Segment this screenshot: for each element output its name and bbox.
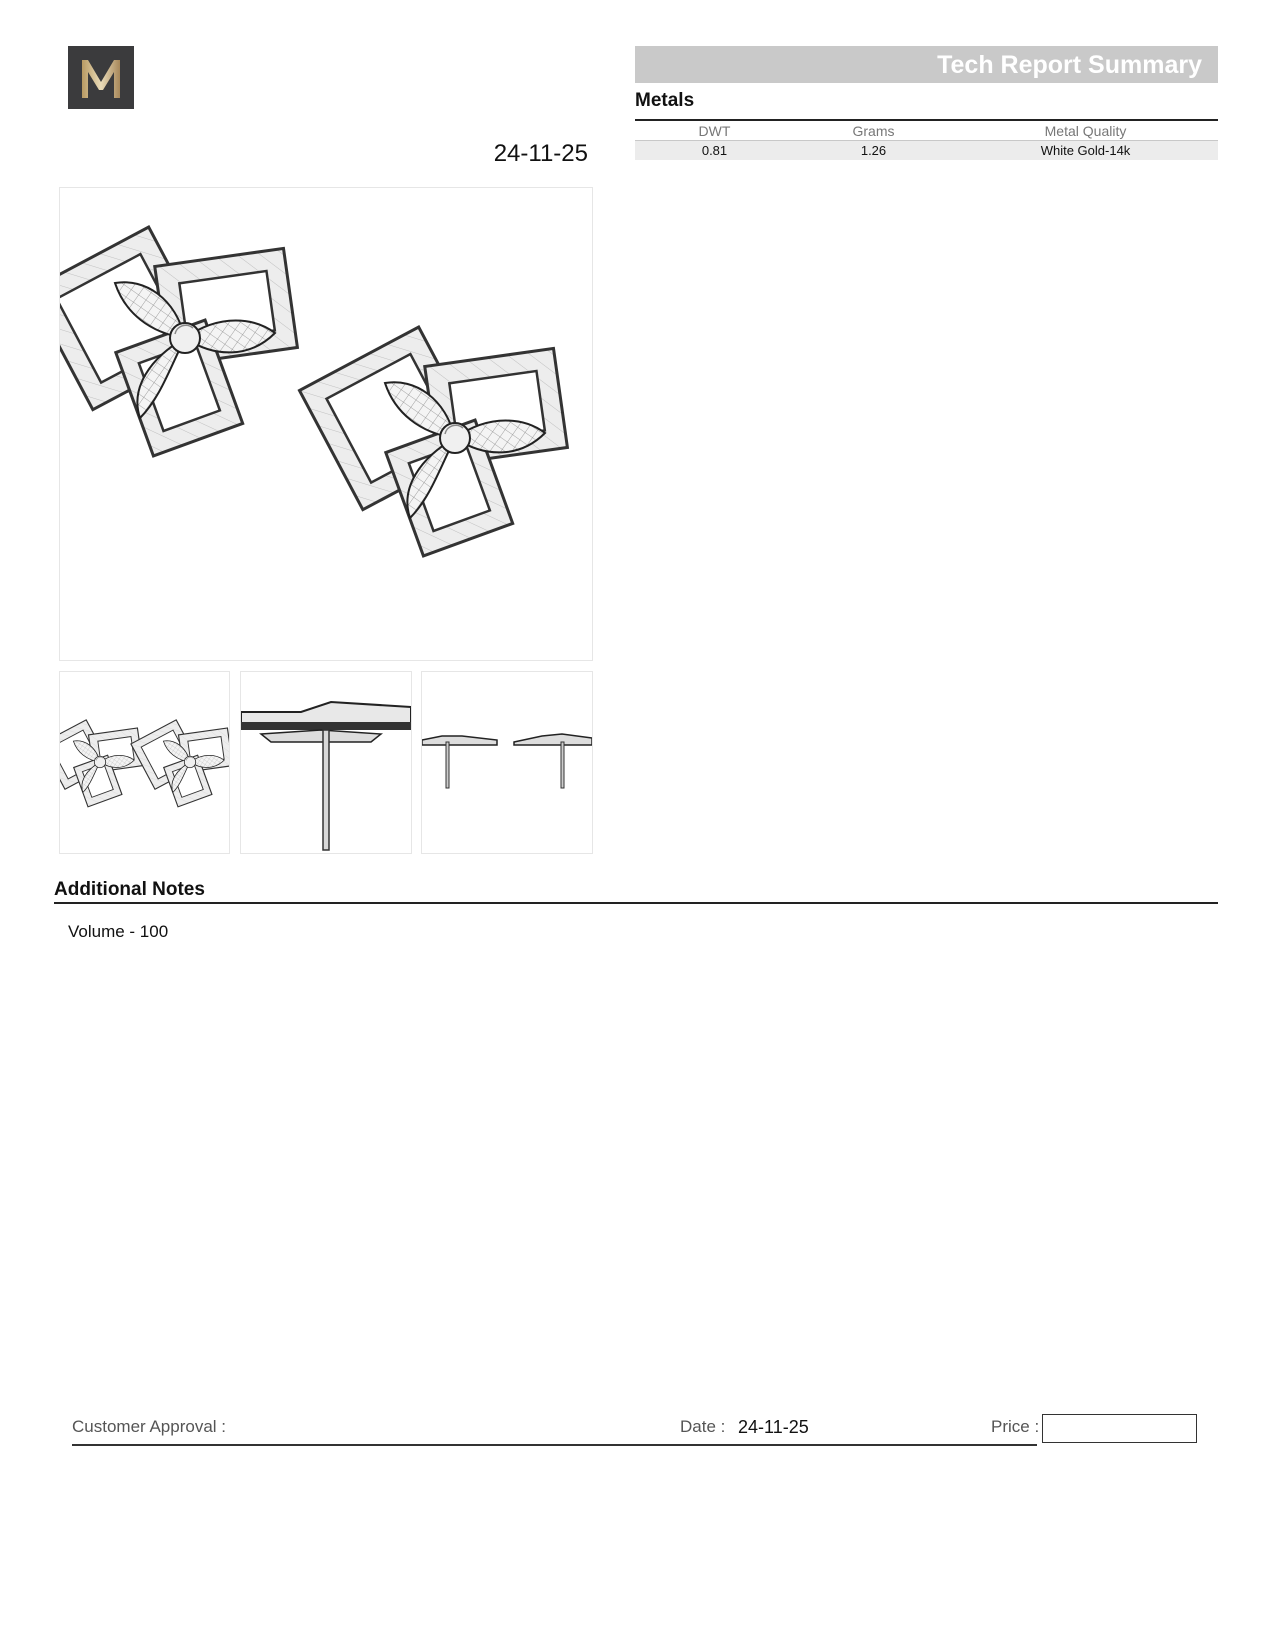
metal-quality-value: White Gold-14k bbox=[1040, 143, 1131, 158]
company-logo bbox=[68, 46, 134, 109]
metals-heading: Metals bbox=[635, 90, 695, 111]
product-view-side-closeup bbox=[240, 671, 412, 854]
column-header-metal-quality: Metal Quality bbox=[1044, 122, 1127, 139]
grams-value: 1.26 bbox=[860, 143, 887, 158]
dwt-value: 0.81 bbox=[701, 143, 728, 158]
report-title: Tech Report Summary bbox=[635, 46, 1218, 83]
product-view-side bbox=[421, 671, 593, 854]
notes-divider bbox=[54, 902, 1218, 904]
metals-header-row bbox=[635, 121, 1218, 140]
metals-table bbox=[635, 121, 1218, 160]
column-header-dwt: DWT bbox=[698, 122, 731, 139]
signature-line[interactable] bbox=[72, 1444, 1037, 1446]
notes-text: Volume - 100 bbox=[68, 922, 169, 941]
product-view-top bbox=[59, 671, 230, 854]
column-header-grams: Grams bbox=[852, 122, 895, 139]
product-render-main bbox=[59, 187, 593, 661]
customer-approval-label: Customer Approval : bbox=[72, 1417, 227, 1436]
additional-notes-heading: Additional Notes bbox=[54, 879, 205, 900]
date-value: 24-11-25 bbox=[738, 1417, 809, 1437]
document-date: 24-11-25 bbox=[493, 140, 588, 167]
date-label: Date : bbox=[680, 1417, 726, 1436]
price-label: Price : bbox=[991, 1417, 1040, 1436]
table-row bbox=[635, 140, 1218, 160]
m-logo-icon bbox=[78, 56, 124, 100]
price-field[interactable] bbox=[1042, 1414, 1197, 1443]
